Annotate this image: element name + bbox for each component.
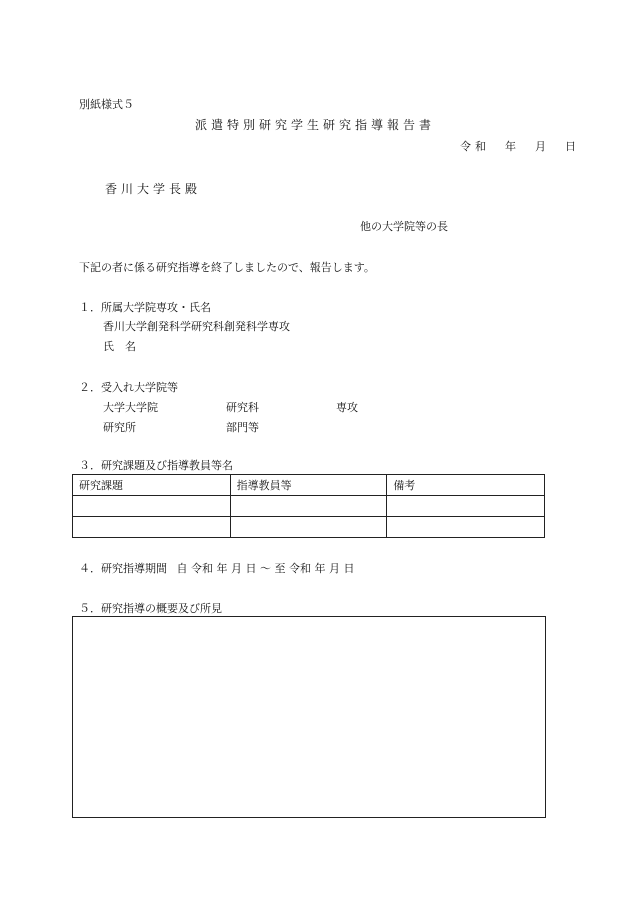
research-table [72, 474, 545, 538]
graduate-course-label: 研究科 [226, 401, 259, 414]
intro-text: 下記の者に係る研究指導を終了しましたので、報告します。 [79, 261, 375, 274]
table-cell[interactable] [230, 496, 387, 517]
table-row [73, 496, 545, 517]
section1-heading: １．所属大学院専攻・氏名 [79, 301, 211, 314]
sender: 他の大学院等の長 [360, 220, 448, 233]
table-cell[interactable] [230, 517, 387, 538]
graduate-school-label: 大学大学院 [103, 401, 158, 414]
summary-findings-box[interactable] [72, 616, 546, 818]
table-row [73, 517, 545, 538]
table-cell[interactable] [73, 517, 231, 538]
table-header-row [73, 475, 545, 496]
name-label: 氏 名 [103, 340, 136, 353]
column-header-supervisor: 指導教員等 [230, 475, 387, 496]
section3-heading: ３．研究課題及び指導教員等名 [79, 459, 233, 472]
table-cell[interactable] [387, 517, 545, 538]
section4-heading: ４．研究指導期間 [79, 562, 167, 575]
document-title: 派遣特別研究学生研究指導報告書 [194, 118, 435, 132]
table-cell[interactable] [73, 496, 231, 517]
department-label: 部門等 [226, 421, 259, 434]
section4-line [79, 560, 354, 576]
table-cell[interactable] [387, 496, 545, 517]
column-header-remarks: 備考 [387, 475, 545, 496]
research-period: 自 令和 年 月 日 〜 至 令和 年 月 日 [176, 562, 355, 575]
column-header-research-topic: 研究課題 [73, 475, 231, 496]
major-label: 専攻 [336, 401, 358, 414]
date-line: 令和 年 月 日 [460, 140, 580, 153]
form-number: 別紙様式５ [79, 98, 134, 111]
institute-label: 研究所 [103, 421, 136, 434]
section5-heading: ５．研究指導の概要及び所見 [79, 602, 222, 615]
addressee: 香川大学長殿 [105, 182, 202, 196]
affiliation-text: 香川大学創発科学研究科創発科学専攻 [103, 320, 290, 333]
section2-heading: ２．受入れ大学院等 [79, 381, 178, 394]
